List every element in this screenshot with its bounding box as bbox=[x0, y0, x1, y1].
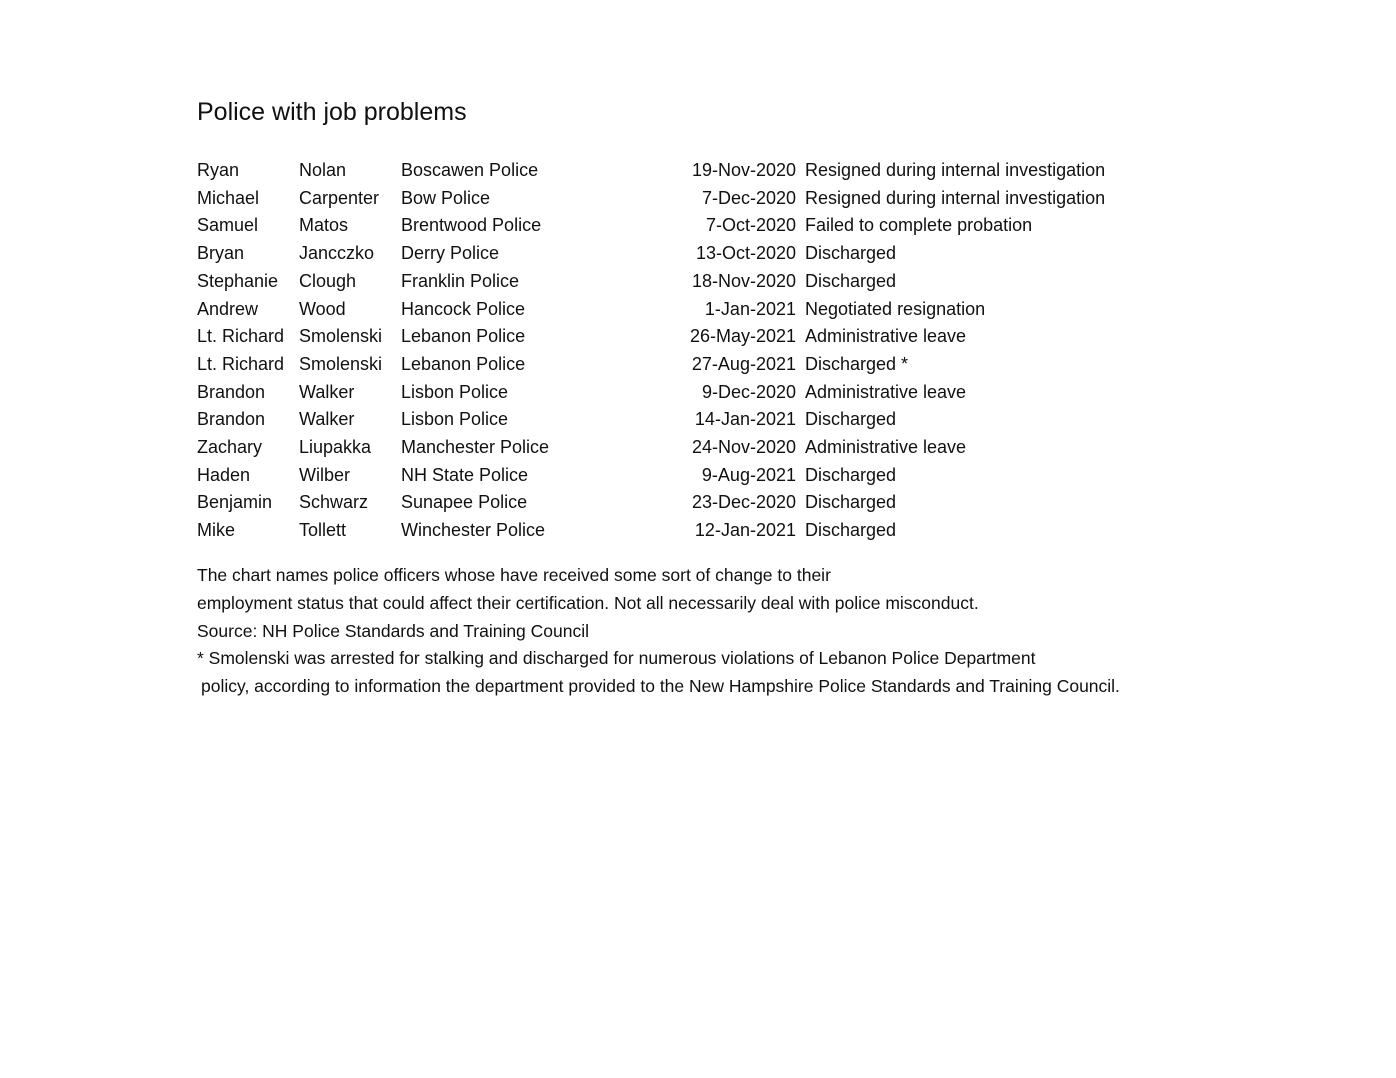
date-cell: 9-Aug-2021 bbox=[701, 464, 796, 485]
table-row bbox=[197, 351, 1105, 379]
table-row bbox=[197, 462, 1105, 490]
officer-table bbox=[197, 157, 1105, 545]
first-name-cell: Lt. Richard bbox=[197, 353, 285, 374]
department-cell: Derry Police bbox=[401, 243, 500, 264]
date-cell: 13-Oct-2020 bbox=[695, 243, 796, 264]
table-row bbox=[197, 212, 1105, 240]
table-row bbox=[197, 489, 1105, 517]
first-name-cell: Bryan bbox=[197, 243, 245, 264]
table-row bbox=[197, 185, 1105, 213]
last-name-cell: Tollett bbox=[299, 520, 347, 541]
status-cell: Discharged bbox=[805, 464, 897, 485]
first-name-cell: Lt. Richard bbox=[197, 326, 285, 347]
status-cell: Administrative leave bbox=[805, 326, 967, 347]
footnote-line-2: policy, according to information the department provided to the New Hampshire Police Standards and Training Council. bbox=[201, 676, 1120, 697]
date-cell: 23-Dec-2020 bbox=[691, 492, 796, 513]
last-name-cell: Carpenter bbox=[299, 187, 380, 208]
department-cell: Brentwood Police bbox=[401, 215, 542, 236]
table-row bbox=[197, 157, 1105, 185]
department-cell: Hancock Police bbox=[401, 298, 526, 319]
status-cell: Discharged bbox=[805, 409, 897, 430]
last-name-cell: Smolenski bbox=[299, 326, 383, 347]
department-cell: Franklin Police bbox=[401, 270, 520, 291]
first-name-cell: Ryan bbox=[197, 160, 240, 180]
date-cell: 24-Nov-2020 bbox=[691, 437, 796, 458]
last-name-cell: Wilber bbox=[299, 464, 351, 485]
department-cell: Manchester Police bbox=[401, 437, 550, 458]
department-cell: Lisbon Police bbox=[401, 409, 509, 430]
department-cell: Bow Police bbox=[401, 187, 491, 208]
date-cell: 26-May-2021 bbox=[689, 326, 796, 347]
last-name-cell: Schwarz bbox=[299, 492, 369, 513]
table-row bbox=[197, 379, 1105, 407]
first-name-cell: Brandon bbox=[197, 381, 266, 402]
department-cell: Lebanon Police bbox=[401, 326, 526, 347]
note-line-2: employment status that could affect their certification. Not all necessarily deal with police misconduct. bbox=[197, 592, 979, 613]
last-name-cell: Walker bbox=[299, 381, 355, 402]
status-cell: Administrative leave bbox=[805, 381, 967, 402]
status-cell: Discharged bbox=[805, 270, 897, 291]
status-cell: Resigned during internal investigation bbox=[805, 187, 1106, 208]
notes bbox=[197, 562, 1120, 701]
department-cell: Lisbon Police bbox=[401, 381, 509, 402]
first-name-cell: Brandon bbox=[197, 409, 266, 430]
status-cell: Failed to complete probation bbox=[805, 215, 1033, 236]
first-name-cell: Andrew bbox=[197, 298, 259, 319]
department-cell: Sunapee Police bbox=[401, 492, 528, 513]
status-cell: Administrative leave bbox=[805, 437, 967, 458]
first-name-cell: Zachary bbox=[197, 437, 263, 458]
last-name-cell: Jancczko bbox=[299, 243, 375, 264]
date-cell: 9-Dec-2020 bbox=[701, 381, 796, 402]
first-name-cell: Samuel bbox=[197, 215, 259, 236]
department-cell: Boscawen Police bbox=[401, 160, 539, 180]
date-cell: 19-Nov-2020 bbox=[691, 160, 796, 180]
first-name-cell: Stephanie bbox=[197, 270, 279, 291]
department-cell: Lebanon Police bbox=[401, 353, 526, 374]
date-cell: 14-Jan-2021 bbox=[694, 409, 796, 430]
status-cell: Negotiated resignation bbox=[805, 298, 986, 319]
date-cell: 7-Oct-2020 bbox=[705, 215, 796, 236]
table-row bbox=[197, 434, 1105, 462]
first-name-cell: Haden bbox=[197, 464, 251, 485]
last-name-cell: Liupakka bbox=[299, 437, 372, 458]
last-name-cell: Wood bbox=[299, 298, 346, 319]
status-cell: Discharged bbox=[805, 243, 897, 264]
source-line: Source: NH Police Standards and Training Council bbox=[197, 620, 590, 641]
last-name-cell: Walker bbox=[299, 409, 355, 430]
status-cell: Resigned during internal investigation bbox=[805, 160, 1106, 180]
status-cell: Discharged bbox=[805, 520, 897, 541]
status-cell: Discharged bbox=[805, 492, 897, 513]
department-cell: Winchester Police bbox=[401, 520, 546, 541]
page-title: Police with job problems bbox=[197, 98, 467, 126]
department-cell: NH State Police bbox=[401, 464, 529, 485]
table-row bbox=[197, 406, 1105, 434]
table-row bbox=[197, 296, 1105, 324]
date-cell: 7-Dec-2020 bbox=[701, 187, 796, 208]
footnote-line-1: * Smolenski was arrested for stalking and discharged for numerous violations of Lebanon Police Department bbox=[197, 648, 1036, 669]
last-name-cell: Smolenski bbox=[299, 353, 383, 374]
table-row bbox=[197, 268, 1105, 296]
table-row bbox=[197, 240, 1105, 268]
first-name-cell: Michael bbox=[197, 187, 260, 208]
date-cell: 1-Jan-2021 bbox=[704, 298, 796, 319]
last-name-cell: Nolan bbox=[299, 160, 347, 180]
last-name-cell: Matos bbox=[299, 215, 349, 236]
date-cell: 18-Nov-2020 bbox=[691, 270, 796, 291]
table-row bbox=[197, 517, 1105, 545]
date-cell: 27-Aug-2021 bbox=[691, 353, 796, 374]
table-row bbox=[197, 323, 1105, 351]
status-cell: Discharged * bbox=[805, 353, 909, 374]
note-line-1: The chart names police officers whose have received some sort of change to their bbox=[197, 565, 831, 585]
first-name-cell: Benjamin bbox=[197, 492, 273, 513]
first-name-cell: Mike bbox=[197, 520, 236, 541]
date-cell: 12-Jan-2021 bbox=[694, 520, 796, 541]
last-name-cell: Clough bbox=[299, 270, 357, 291]
